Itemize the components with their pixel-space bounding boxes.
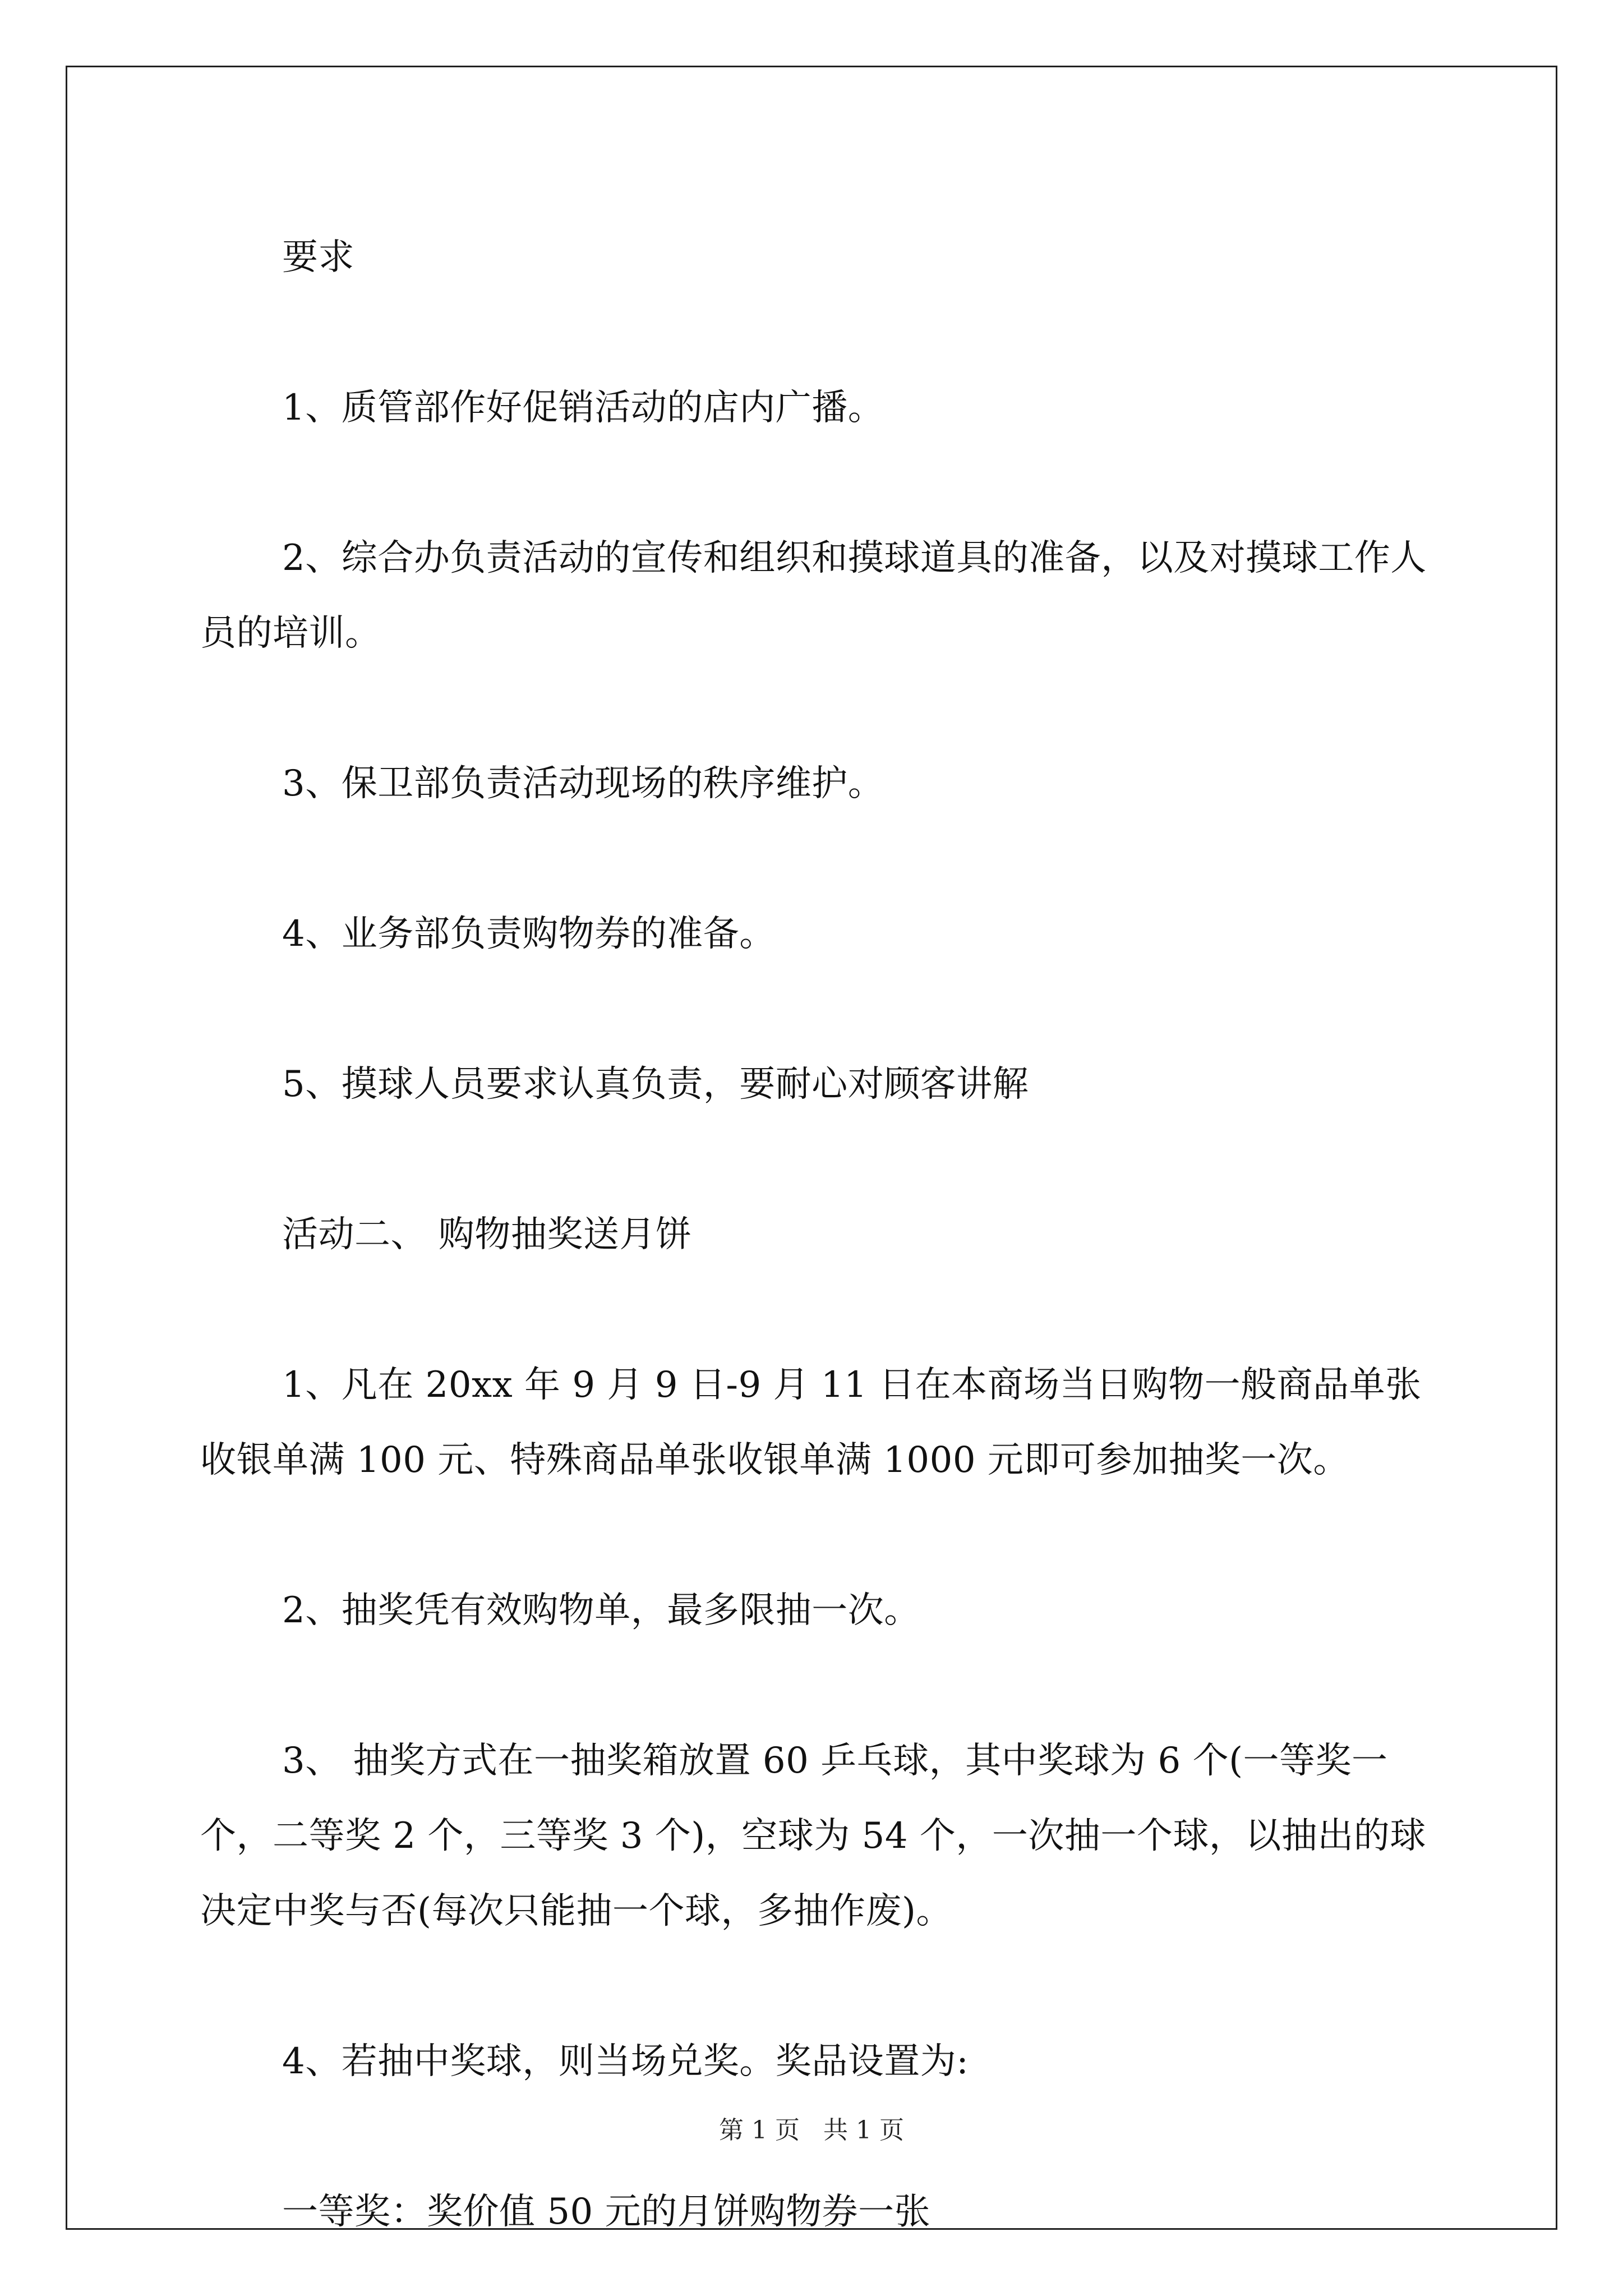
requirement-item: 1、质管部作好促销活动的店内广播。 bbox=[282, 387, 884, 429]
document-body bbox=[200, 220, 1434, 2249]
requirement-item: 5、摸球人员要求认真负责，要耐心对顾客讲解 bbox=[282, 1064, 1029, 1105]
heading-requirements: 要求 bbox=[282, 237, 354, 278]
requirement-item: 4、业务部负责购物券的准备。 bbox=[282, 913, 776, 955]
activity-rule: 2、抽奖凭有效购物单，最多限抽一次。 bbox=[282, 1590, 920, 1631]
activity-2-title: 活动二、 购物抽奖送月饼 bbox=[282, 1214, 692, 1255]
prize-first: 一等奖：奖价值 50 元的月饼购物券一张 bbox=[282, 2191, 931, 2233]
requirement-item: 3、保卫部负责活动现场的秩序维护。 bbox=[282, 763, 884, 804]
activity-rule: 3、 抽奖方式在一抽奖箱放置 60 乒乓球，其中奖球为 6 个(一等奖一个，二等奖 2 个，三等奖 3 个)，空球为 54 个，一次抽一个球，以抽出的球决定中奖与否(每次只能抽一个球，多抽作废)。 bbox=[200, 1740, 1426, 1932]
page-footer: 第 1 页 共 1 页 bbox=[719, 2116, 904, 2145]
activity-rule: 1、凡在 20xx 年 9 月 9 日-9 月 11 日在本商场当日购物一般商品单张收银单满 100 元、特殊商品单张收银单满 1000 元即可参加抽奖一次。 bbox=[200, 1364, 1422, 1481]
activity-rule: 4、若抽中奖球，则当场兑奖。奖品设置为: bbox=[282, 2041, 969, 2082]
requirement-item: 2、综合办负责活动的宣传和组织和摸球道具的准备，以及对摸球工作人员的培训。 bbox=[200, 537, 1427, 654]
